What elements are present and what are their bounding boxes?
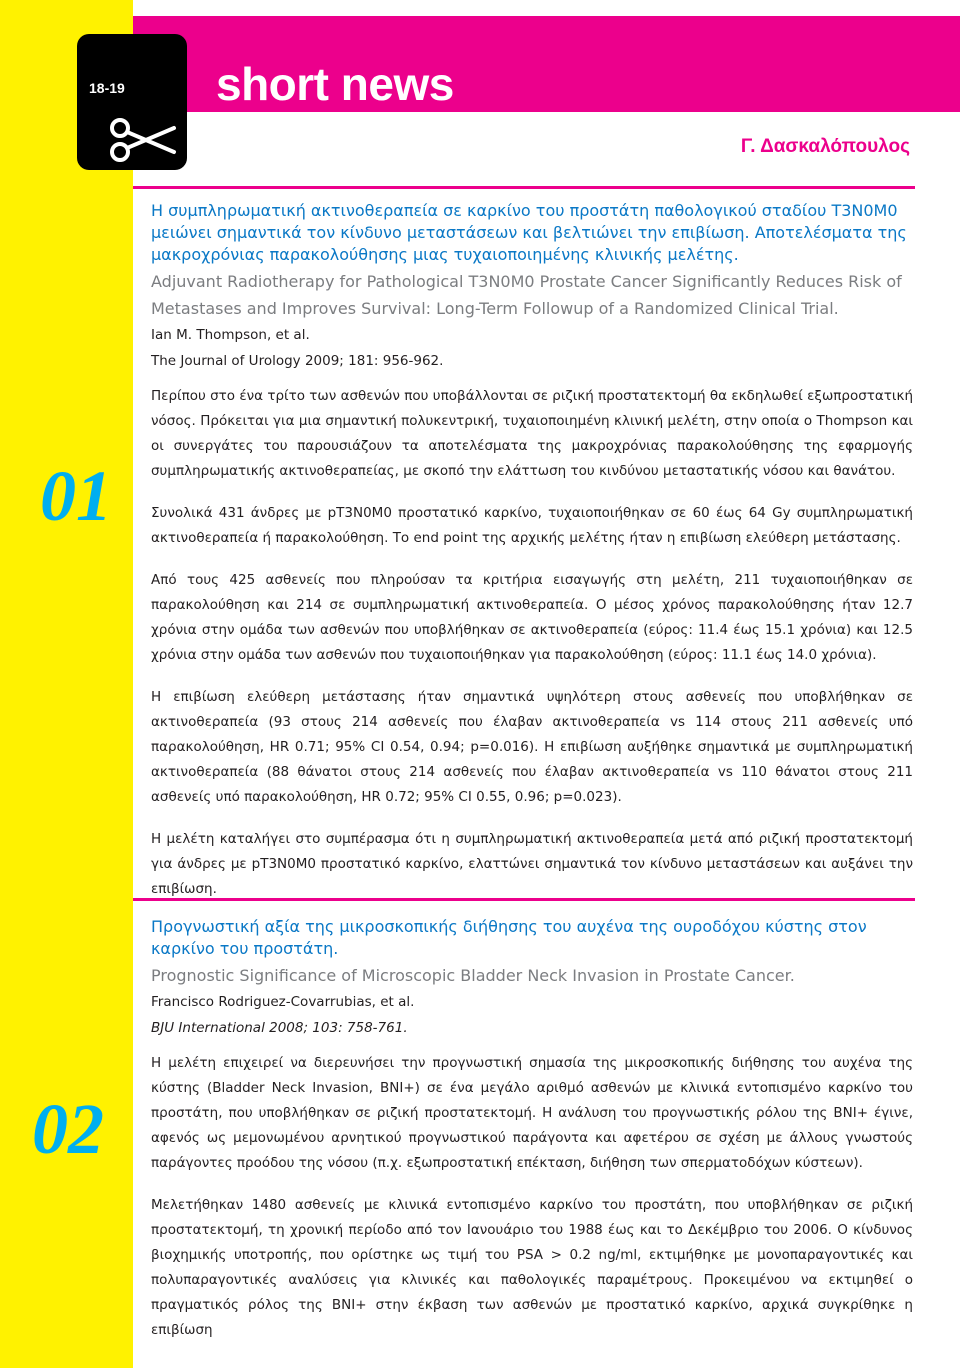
article-journal: BJU International 2008; 103: 758-761. <box>151 1020 408 1036</box>
article-01 <box>151 200 913 919</box>
article-02 <box>151 916 913 1360</box>
article-paragraph: Η μελέτη καταλήγει στο συμπέρασμα ότι η συμπληρωματική ακτινοθεραπεία μετά από ριζική προστατεκτομή για άνδρες με pT3N0M0 προστατικό καρκίνο, ελαττώνει σημαντικά τον κίνδυνο μεταστάσεων και αυξάνει την επιβίωση. <box>151 831 913 897</box>
article-number: 01 <box>40 456 112 536</box>
page-title: short news <box>216 58 454 110</box>
article-paragraph: Η μελέτη επιχειρεί να διερευνήσει την προγνωστική σημασία της μικροσκοπικής διήθησης του αυχένα της κύστης (Bladder Neck Invasion, BNI+) σε ένα μεγάλο αριθμό ασθενών με κλινικά εντοπισμένο καρκίνο του προστάτη, που υποβλήθηκαν σε ριζική προστατεκτομή. Η ανάλυση του προγνωστικής ρόλου της BNI+ έγινε, αφενός ως μεμονωμένου αρνητικού προγνωστικού παράγοντα και αφετέρου σε σχέση με άλλους γνωστούς παράγοντες προόδου της νόσου (π.χ. εξωπροστατική επέκταση, διήθηση των σπερματοδόχων κύστεων). <box>151 1055 913 1171</box>
article-title-english: Prognostic Significance of Microscopic Bladder Neck Invasion in Prostate Cancer. <box>151 966 795 985</box>
author-name: Γ. Δασκαλόπουλος <box>740 136 910 157</box>
article-paragraph: Από τους 425 ασθενείς που πληρούσαν τα κριτήρια εισαγωγής στη μελέτη, 211 τυχαιοποιήθηκαν σε παρακολούθηση και 214 σε συμπληρωματική ακτινοθεραπεία. Ο μέσος χρόνος παρακολούθησης ήταν 12.7 χρόνια στην ομάδα των ασθενών που υποβλήθηκαν σε ακτινοθεραπεία (εύρος: 11.4 έως 15.1 χρόνια) και 12.5 χρόνια στην ομάδα των ασθενών που τυχαιοποιήθηκαν για παρακολούθηση (εύρος: 11.1 έως 14.0 χρόνια). <box>151 572 913 663</box>
article-paragraph: Συνολικά 431 άνδρες με pT3N0M0 προστατικό καρκίνο, τυχαιοποιήθηκαν σε 60 έως 64 Gy συμπληρωματική ακτινοθεραπεία ή παρακολούθηση. Το end point της αρχικής μελέτης ήταν η επιβίωση ελεύθερη μετάστασης. <box>151 505 913 546</box>
section-divider <box>133 186 915 189</box>
article-title-greek: Η συμπληρωματική ακτινοθεραπεία σε καρκίνο του προστάτη παθολογικού σταδίου T3N0M0 μειώνει σημαντικά τον κίνδυνο μεταστάσεων και βελτιώνει την επιβίωση. Αποτελέσματα της μακροχρόνιας παρακολούθησης μιας τυχαιοποιημένης κλινικής μελέτης. <box>151 201 907 264</box>
page-numbers: 18-19 <box>89 80 125 96</box>
article-title-english: Adjuvant Radiotherapy for Pathological T3N0M0 Prostate Cancer Significantly Reduces Risk of Metastases and Improves Survival: Long-Term Followup of a Randomized Clinical Trial. <box>151 272 902 318</box>
article-journal: The Journal of Urology 2009; 181: 956-962. <box>151 353 444 369</box>
article-authors: Ian M. Thompson, et al. <box>151 327 310 343</box>
article-body <box>151 384 913 902</box>
article-authors: Francisco Rodriguez-Covarrubias, et al. <box>151 994 415 1010</box>
article-number: 02 <box>32 1089 104 1169</box>
article-body <box>151 1051 913 1343</box>
section-divider <box>133 898 915 901</box>
scissors-icon <box>108 118 178 162</box>
article-paragraph: Μελετήθηκαν 1480 ασθενείς με κλινικά εντοπισμένο καρκίνο του προστάτη, που υποβλήθηκαν σε ριζική προστατεκτομή, τη χρονική περίοδο από τον Ιανουάριο του 1988 έως και το Δεκέμβριο του 2006. Ο κίνδυνος βιοχημικής υποτροπής, που ορίστηκε ως τιμή του PSA > 0.2 ng/ml, εκτιμήθηκε με μονοπαραγοντικές και πολυπαραγοντικές αναλύσεις για κλινικές και παθολογικές παραμέτρους. Προκειμένου να εκτιμηθεί ο πραγματικός ρόλος της BNI+ στην έκβαση των ασθενών με προστατικό καρκίνο, αρχικά συγκρίθηκε η επιβίωση <box>151 1197 913 1338</box>
article-paragraph: Η επιβίωση ελεύθερη μετάστασης ήταν σημαντικά υψηλότερη στους ασθενείς που υποβλήθηκαν σε ακτινοθεραπεία (93 στους 214 ασθενείς που έλαβαν ακτινοθεραπεία vs 114 στους 211 ασθενείς υπό παρακολούθηση, HR 0.71; 95% CI 0.54, 0.94; p=0.016). Η επιβίωση αυξήθηκε σημαντικά με συμπληρωματική ακτινοθεραπεία (88 θάνατοι στους 214 ασθενείς που έλαβαν ακτινοθεραπεία vs 110 θάνατοι στους 211 ασθενείς υπό παρακολούθηση, HR 0.72; 95% CI 0.55, 0.96; p=0.023). <box>151 689 913 805</box>
article-paragraph: Περίπου στο ένα τρίτο των ασθενών που υποβάλλονται σε ριζική προστατεκτομή θα εκδηλωθεί εξωπροστατική νόσος. Πρόκειται για μια σημαντική πολυκεντρική, τυχαιοποιημένη κλινική μελέτη, στην οποία ο Thompson και οι συνεργάτες του παρουσιάζουν τα αποτελέσματα της μακροχρόνιας παρακολούθησης της εφαρμογής συμπληρωματικής ακτινοθεραπείας, με σκοπό την ελάττωση του κινδύνου μεταστατικής νόσου και θανάτου. <box>151 388 913 479</box>
article-title-greek: Προγνωστική αξία της μικροσκοπικής διήθησης του αυχένα της ουροδόχου κύστης στον καρκίνο του προστάτη. <box>151 917 867 958</box>
